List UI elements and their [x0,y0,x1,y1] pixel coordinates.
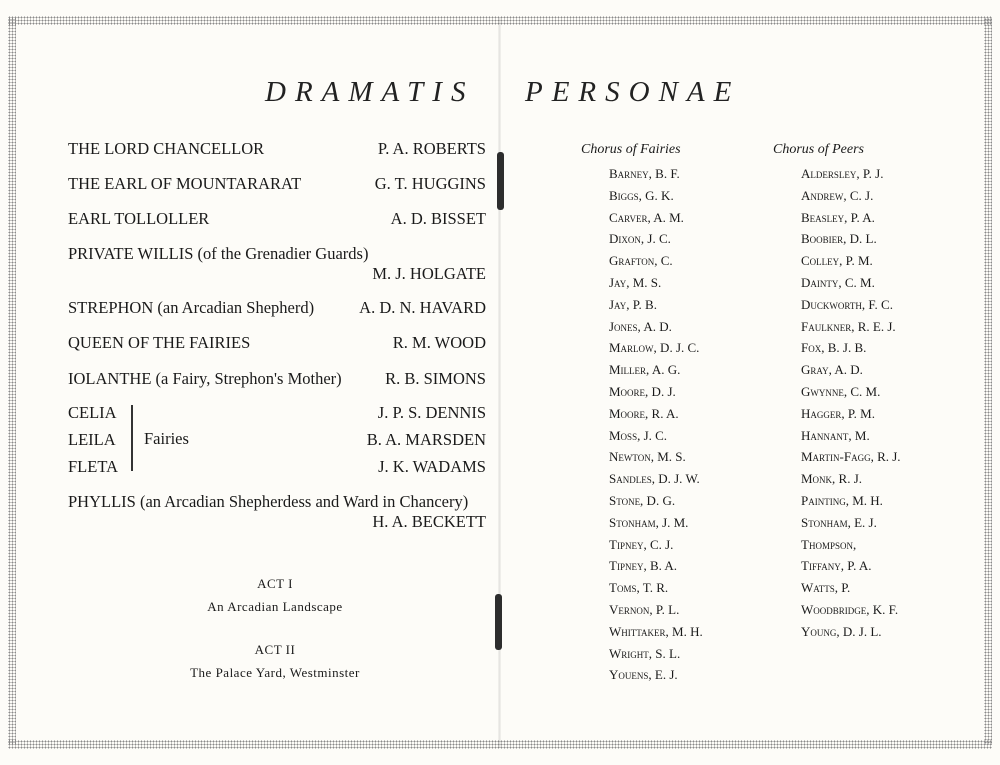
list-item: Hannant, M. [801,427,870,443]
list-item: Youens, E. J. [609,667,678,683]
cast-actor: B. A. MARSDEN [366,430,486,449]
cast-role: PHYLLIS (an Arcadian Shepherdess and Ward in Chancery) [68,492,469,511]
list-item: Jay, P. B. [609,296,657,312]
list-item: Vernon, P. L. [609,601,680,617]
list-item: Stonham, J. M. [609,514,689,530]
cast-actor: R. M. WOOD [392,333,486,352]
list-item: Stonham, E. J. [801,514,877,530]
cast-row [68,209,488,231]
cast-role: IOLANTHE (a Fairy, Strephon's Mother) [68,369,342,388]
dotted-border-left [8,18,16,745]
cast-row [68,298,488,320]
list-item: Watts, P. [801,580,851,596]
list-item: Marlow, D. J. C. [609,340,700,356]
list-item: Monk, R. J. [801,471,863,487]
list-item: Jay, M. S. [609,274,662,290]
list-item: Woodbridge, K. F. [801,601,899,617]
list-item: Newton, M. S. [609,449,686,465]
cast-role: STREPHON (an Arcadian Shepherd) [68,298,315,317]
cast-row [68,244,488,286]
list-item: Grafton, C. [609,253,673,269]
list-item: Martin-Fagg, R. J. [801,449,901,465]
cast-actor: J. K. WADAMS [378,457,486,476]
list-item: Moss, J. C. [609,427,668,443]
act-title: ACT I [257,576,293,591]
list-item: Whittaker, M. H. [609,623,703,639]
list-item: Stone, D. G. [609,492,676,508]
list-item: Wright, S. L. [609,645,681,661]
cast-row [68,369,488,391]
list-item: Gray, A. D. [801,362,863,378]
cast-actor: G. T. HUGGINS [374,174,486,193]
list-item: Sandles, D. J. W. [609,471,700,487]
cast-role: QUEEN OF THE FAIRIES [68,333,251,352]
act-setting: The Palace Yard, Westminster [190,665,360,680]
list-item: Colley, P. M. [801,253,873,269]
cast-role: LEILA [68,430,116,449]
cast-role: CELIA [68,403,117,422]
cast-role: FLETA [68,457,119,476]
list-item: Jones, A. D. [609,318,672,334]
list-item: Hagger, P. M. [801,405,875,421]
chorus-peers-list [801,163,901,643]
chorus-fairies-heading: Chorus of Fairies [581,142,681,157]
list-item: Boobier, D. L. [801,231,877,247]
act-title: ACT II [254,642,296,657]
page-title-right: PERSONAE [525,76,741,108]
list-item: Carver, A. M. [609,209,684,225]
fairies-label: Fairies [144,429,189,448]
list-item: Fox, B. J. B. [801,340,867,356]
list-item: Beasley, P. A. [801,209,875,225]
list-item: Moore, D. J. [609,383,676,399]
cast-row [68,174,488,196]
cast-role: PRIVATE WILLIS (of the Grenadier Guards) [68,244,369,263]
cast-actor: A. D. N. HAVARD [359,298,486,317]
list-item: Tiffany, P. A. [801,558,872,574]
list-item: Gwynne, C. M. [801,383,881,399]
cast-actor: M. J. HOLGATE [372,264,486,283]
list-item: Faulkner, R. E. J. [801,318,896,334]
dotted-border-right [984,18,992,745]
list-item: Andrew, C. J. [801,187,874,203]
cast-role: THE EARL OF MOUNTARARAT [68,174,302,193]
staple-bottom [495,594,502,650]
list-item: Painting, M. H. [801,492,883,508]
list-item: Biggs, G. K. [609,187,674,203]
list-item: Thompson, [801,536,857,552]
cast-row [68,492,488,534]
cast-actor: R. B. SIMONS [385,369,486,388]
list-item: Young, D. J. L. [801,623,882,639]
list-item: Aldersley, P. J. [801,166,884,181]
staple-top [497,152,504,210]
list-item: Moore, R. A. [609,405,679,421]
list-item: Dixon, J. C. [609,231,671,247]
cast-actor: P. A. ROBERTS [377,139,486,158]
list-item: Barney, B. F. [609,166,680,181]
chorus-fairies-list [609,163,703,686]
chorus-peers-heading: Chorus of Peers [773,142,864,157]
list-item: Dainty, C. M. [801,274,875,290]
cast-role: THE LORD CHANCELLOR [68,139,265,158]
list-item: Tipney, B. A. [609,558,678,574]
page-title-left: DRAMATIS [265,76,475,108]
cast-row [68,333,488,355]
cast-actor: A. D. BISSET [390,209,486,228]
fairies-bracket [131,405,133,471]
list-item: Tipney, C. J. [609,536,674,552]
cast-actor: J. P. S. DENNIS [377,403,486,422]
cast-actor: H. A. BECKETT [372,512,486,531]
list-item: Miller, A. G. [609,362,681,378]
cast-row [68,139,488,161]
act-setting: An Arcadian Landscape [207,599,343,614]
list-item: Duckworth, F. C. [801,296,893,312]
cast-role: EARL TOLLOLLER [68,209,210,228]
list-item: Toms, T. R. [609,580,669,596]
